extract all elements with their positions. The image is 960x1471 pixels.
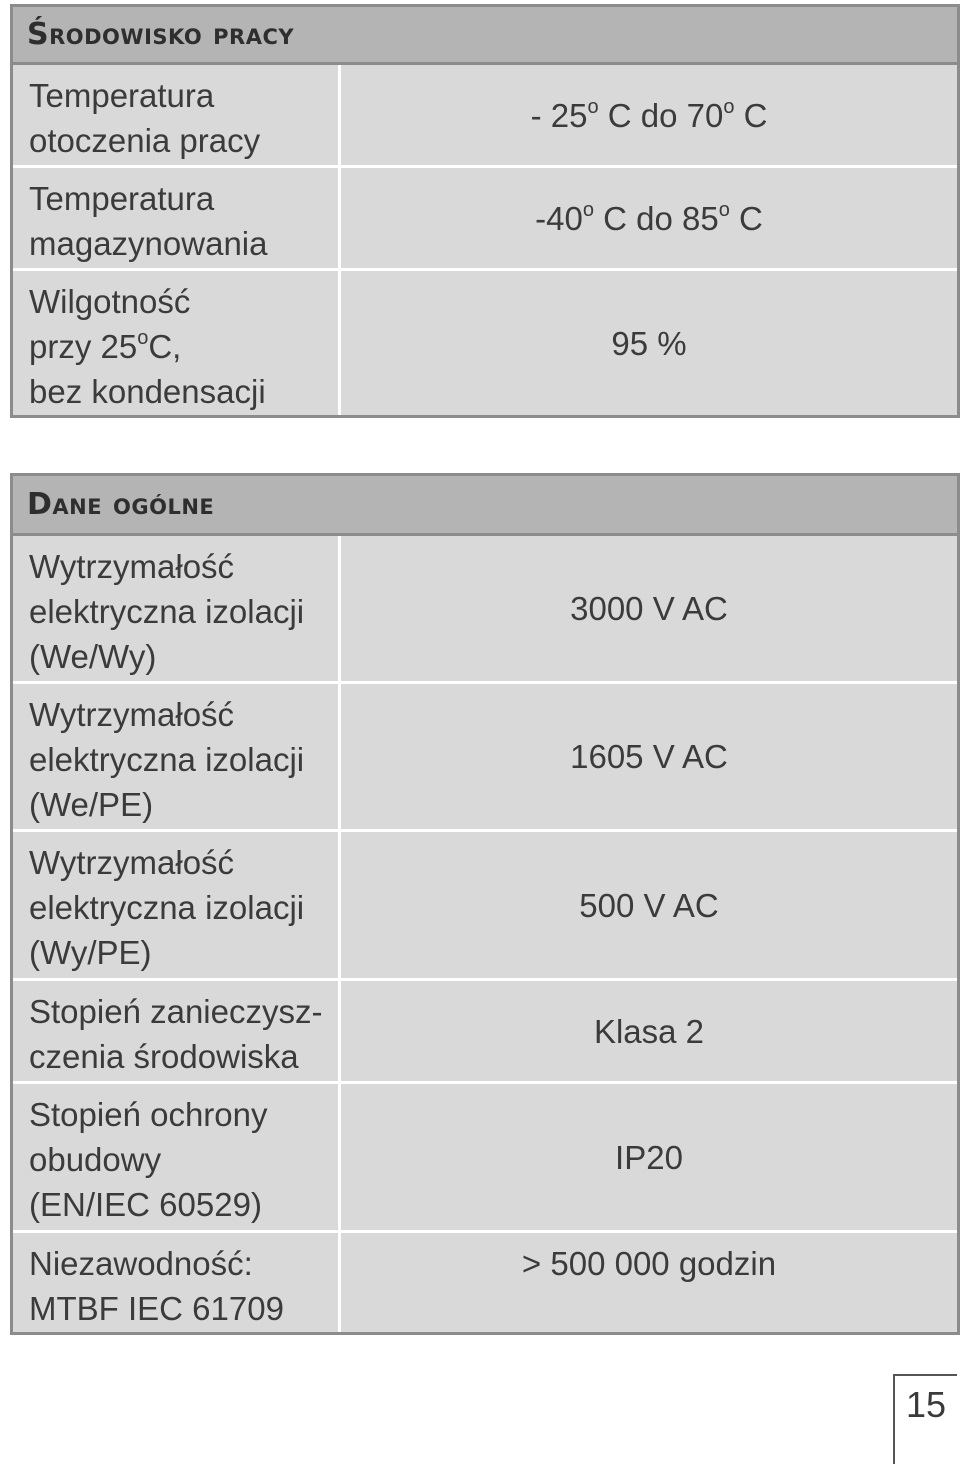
humidity-label: Wilgotność przy 25$^o$C, bez kondensacji (13, 271, 341, 415)
protection-degree-label: Stopień ochrony obudowy (EN/IEC 60529) (13, 1084, 341, 1230)
pollution-degree-value: Klasa 2 (341, 981, 957, 1081)
insulation-out-pe-value: 500 V AC (341, 832, 957, 978)
operating-temperature-label: Temperatura otoczenia pracy (13, 65, 341, 165)
storage-temperature-value (341, 168, 957, 268)
environment-section-title: Środowisko pracy (13, 7, 957, 65)
environment-table (10, 4, 960, 418)
humidity-value: 95 % (341, 271, 957, 415)
table-row (13, 536, 957, 684)
storage-temperature-value-text: -40$^o$ C do 85$^o$ C (535, 198, 763, 237)
pollution-degree-label: Stopień zanieczysz- czenia środowiska (13, 981, 341, 1081)
general-section-title: Dane ogólne (13, 476, 957, 536)
operating-temperature-value-text: - 25$^o$ C do 70$^o$ C (530, 95, 768, 134)
table-row (13, 684, 957, 832)
insulation-out-pe-label: Wytrzymałość elektryczna izolacji (Wy/PE) (13, 832, 341, 978)
table-row (13, 1233, 957, 1332)
table-row (13, 1084, 957, 1233)
storage-temperature-label: Temperatura magazynowania (13, 168, 341, 268)
insulation-in-pe-value: 1605 V AC (341, 684, 957, 829)
table-row (13, 981, 957, 1084)
insulation-in-out-label: Wytrzymałość elektryczna izolacji (We/Wy) (13, 536, 341, 681)
page-number: 15 (893, 1374, 957, 1464)
operating-temperature-value (341, 65, 957, 165)
table-row (13, 65, 957, 168)
insulation-in-pe-label: Wytrzymałość elektryczna izolacji (We/PE) (13, 684, 341, 829)
table-row (13, 168, 957, 271)
protection-degree-value: IP20 (341, 1084, 957, 1230)
general-data-table (10, 473, 960, 1335)
table-row (13, 271, 957, 415)
table-row (13, 832, 957, 981)
reliability-label: Niezawodność: MTBF IEC 61709 (13, 1233, 341, 1332)
reliability-value: > 500 000 godzin (341, 1233, 957, 1332)
insulation-in-out-value: 3000 V AC (341, 536, 957, 681)
